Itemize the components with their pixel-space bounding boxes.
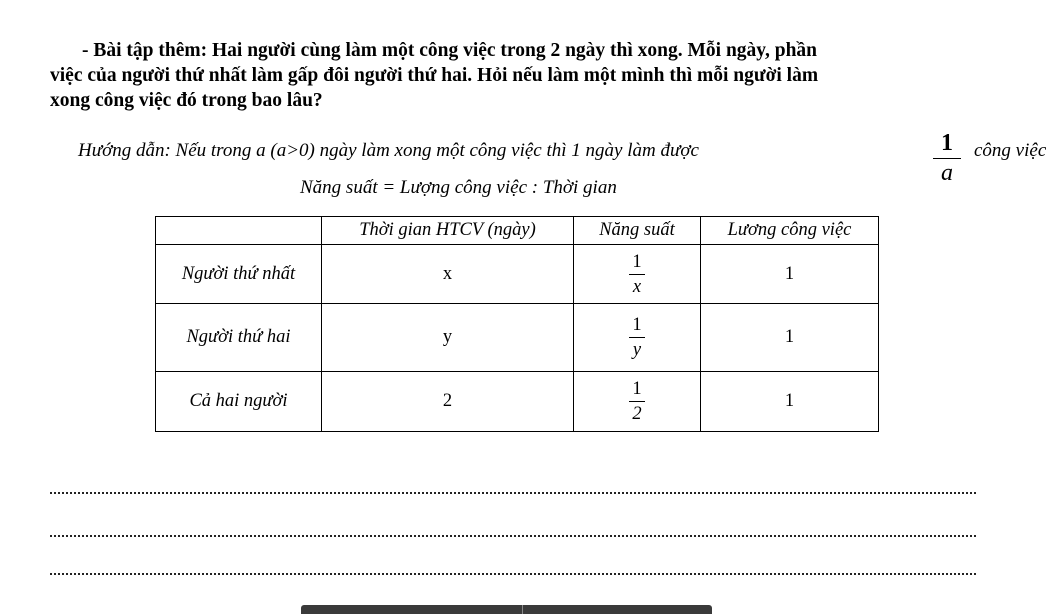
answer-dotted-line-1 (50, 492, 976, 494)
rate-numerator: 1 (632, 315, 642, 335)
fraction-bar (629, 337, 645, 338)
rate-fraction (629, 379, 645, 424)
row-work: 1 (701, 245, 879, 304)
row-rate (574, 304, 701, 372)
table-row (156, 304, 879, 372)
bottom-scroll-bar[interactable] (301, 605, 712, 614)
table-row (156, 245, 879, 304)
hint-fraction-numerator: 1 (941, 130, 953, 156)
table-header-row (156, 217, 879, 245)
row-label: Người thứ hai (156, 304, 322, 372)
problem-line-1: - Bài tập thêm: Hai người cùng làm một công việc trong 2 ngày thì xong. Mỗi ngày, phần (82, 40, 818, 61)
rate-denominator: x (632, 276, 642, 297)
answer-dotted-line-3 (50, 573, 976, 575)
header-empty (156, 217, 322, 245)
rate-numerator: 1 (632, 379, 642, 399)
row-label: Cả hai người (156, 372, 322, 432)
formula: Năng suất = Lượng công việc : Thời gian (300, 177, 617, 198)
header-time: Thời gian HTCV (ngày) (322, 217, 574, 245)
row-work: 1 (701, 304, 879, 372)
problem-line-3: xong công việc đó trong bao lâu? (50, 90, 323, 111)
fraction-bar (629, 274, 645, 275)
work-table (155, 216, 879, 432)
rate-denominator: y (632, 340, 642, 360)
rate-fraction (629, 315, 645, 360)
row-label: Người thứ nhất (156, 245, 322, 304)
rate-numerator: 1 (632, 251, 642, 272)
row-time: 2 (322, 372, 574, 432)
hint-text: Hướng dẫn: Nếu trong a (a>0) ngày làm xong một công việc thì 1 ngày làm được (78, 140, 699, 161)
row-time: y (322, 304, 574, 372)
hint-fraction-bar (933, 158, 961, 159)
rate-fraction (629, 252, 645, 297)
hint-fraction-denominator: a (941, 160, 953, 186)
problem-line-2: việc của người thứ nhất làm gấp đôi người thứ hai. Hỏi nếu làm một mình thì mỗi người làm (50, 65, 819, 86)
hint (78, 130, 1046, 186)
row-rate (574, 372, 701, 432)
table-row (156, 372, 879, 432)
row-time: x (322, 245, 574, 304)
answer-dotted-line-2 (50, 535, 976, 537)
problem-statement (50, 38, 980, 113)
scroll-bar-divider (522, 605, 523, 614)
hint-fraction (932, 130, 962, 185)
header-work: Lương công việc (701, 217, 879, 245)
rate-denominator: 2 (632, 404, 642, 424)
fraction-bar (629, 401, 645, 402)
row-work: 1 (701, 372, 879, 432)
row-rate (574, 245, 701, 304)
hint-tail: công việc (974, 140, 1046, 161)
header-rate: Năng suất (574, 217, 701, 245)
